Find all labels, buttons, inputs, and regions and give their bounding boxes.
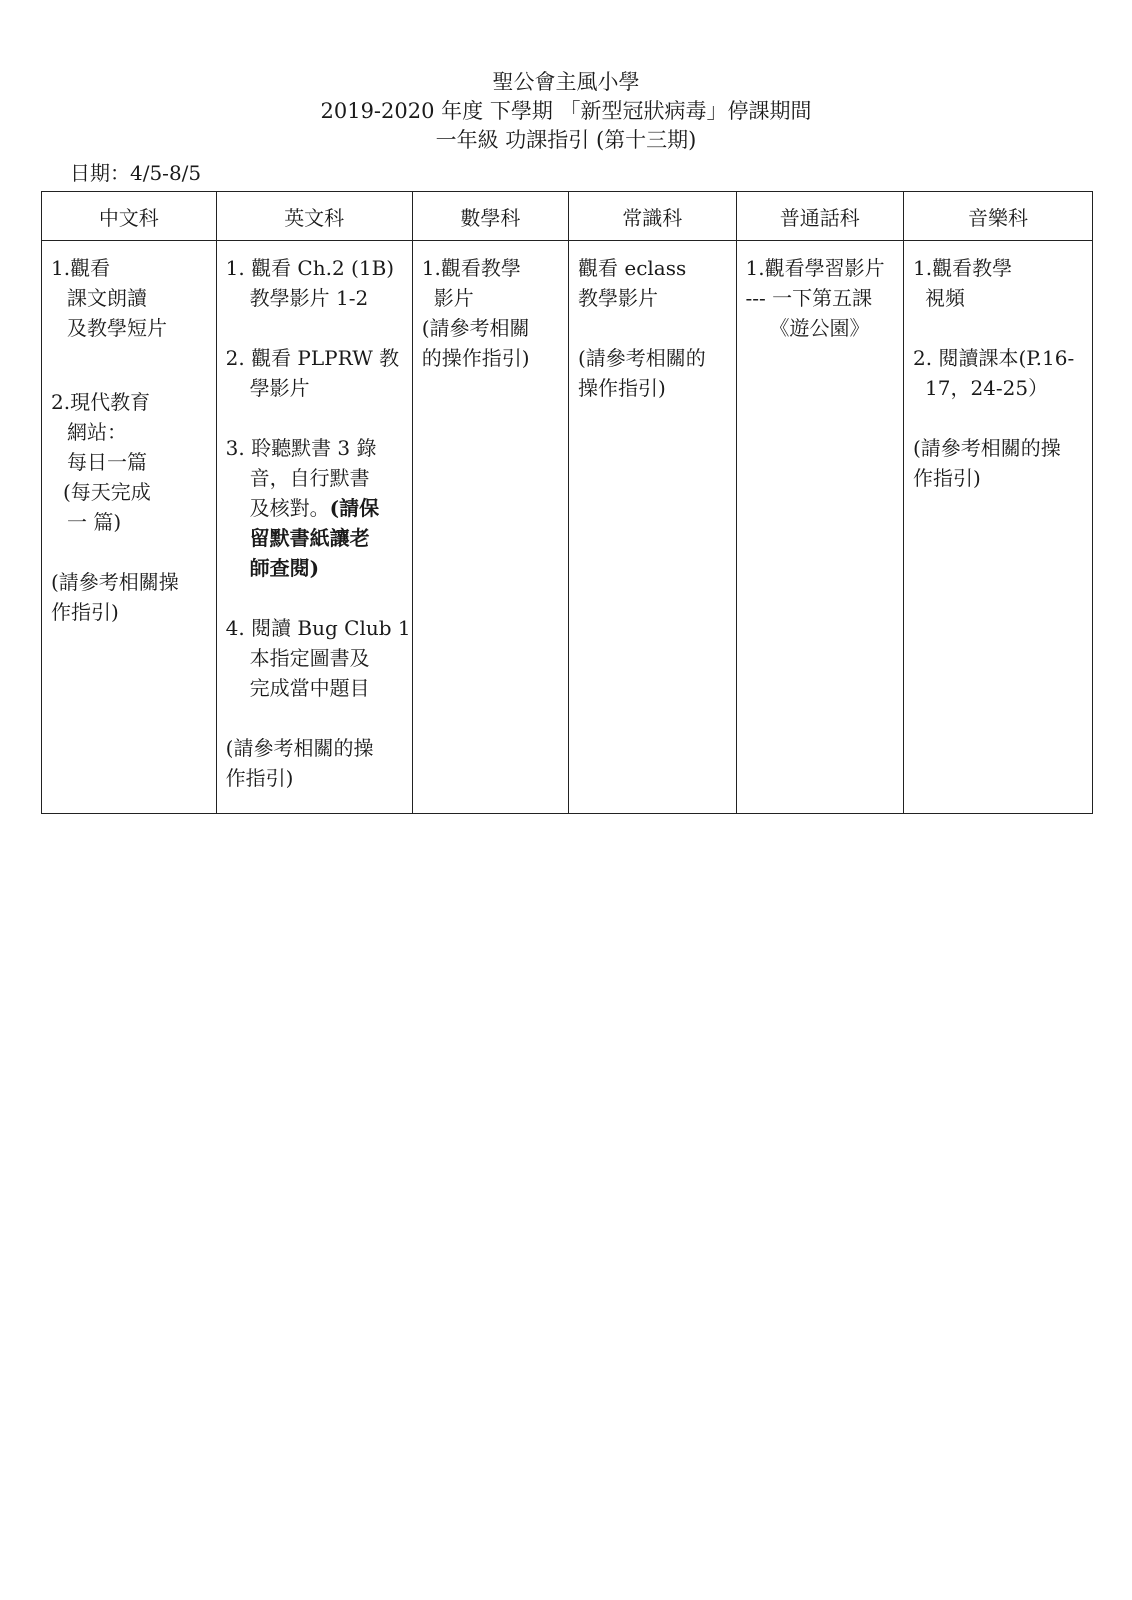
- english-line: 2. 觀看 PLPRW 教: [225, 346, 400, 370]
- music-line: 視頻: [925, 286, 965, 310]
- music-cell: [904, 241, 1093, 814]
- column-header-putonghua: 普通話科: [736, 192, 904, 241]
- music-line: 2. 閱讀課本(P.16-: [913, 346, 1075, 370]
- chinese-line: 作指引): [51, 600, 119, 624]
- english-line: [226, 493, 406, 523]
- english-line: 3. 聆聽默書 3 錄: [225, 436, 377, 460]
- homework-table: [41, 191, 1093, 814]
- table-row: [42, 241, 1093, 814]
- music-line: 作指引): [913, 466, 981, 490]
- document-title: 一年級 功課指引 (第十三期): [435, 128, 697, 152]
- english-line: (請參考相關的操: [225, 736, 374, 760]
- english-bold-note: 師查閱): [249, 556, 320, 580]
- english-line: 音，自行默書: [249, 466, 370, 490]
- chinese-line: 一 篇): [67, 510, 122, 534]
- putonghua-line: --- 一下第五課: [745, 286, 873, 310]
- gs-line: (請參考相關的: [578, 346, 706, 370]
- date-line: 日期：4/5-8/5: [70, 161, 202, 185]
- music-line: (請參考相關的操: [913, 436, 1061, 460]
- gs-line: 教學影片: [578, 286, 658, 310]
- column-header-english: 英文科: [216, 192, 412, 241]
- column-header-chinese: 中文科: [42, 192, 217, 241]
- chinese-line: (請參考相關操: [51, 570, 179, 594]
- chinese-cell: [42, 241, 217, 814]
- math-line: (請參考相關: [421, 316, 530, 340]
- english-bold-note: (請保: [329, 496, 380, 520]
- general-studies-cell: [569, 241, 737, 814]
- chinese-line: (每天完成: [63, 480, 151, 504]
- english-cell: [216, 241, 412, 814]
- chinese-line: 課文朗讀: [67, 286, 147, 310]
- math-cell: [412, 241, 568, 814]
- math-line: 1.觀看教學: [421, 256, 521, 280]
- table-header-row: [42, 192, 1093, 241]
- music-line: 17，24-25）: [925, 376, 1049, 400]
- chinese-line: 每日一篇: [67, 450, 147, 474]
- gs-line: 觀看 eclass: [578, 256, 687, 280]
- putonghua-line: 《遊公園》: [769, 316, 870, 340]
- column-header-general-studies: 常識科: [569, 192, 737, 241]
- gs-line: 操作指引): [578, 376, 666, 400]
- school-name: 聖公會主風小學: [492, 70, 640, 94]
- putonghua-line: 1.觀看學習影片: [745, 256, 885, 280]
- column-header-music: 音樂科: [904, 192, 1093, 241]
- term-line: 2019-2020 年度 下學期 「新型冠狀病毒」停課期間: [320, 99, 812, 123]
- putonghua-cell: [736, 241, 904, 814]
- chinese-line: 1.觀看: [51, 256, 111, 280]
- column-header-math: 數學科: [412, 192, 568, 241]
- chinese-line: 網站：: [67, 420, 127, 444]
- math-line: 的操作指引): [421, 346, 530, 370]
- english-line: 作指引): [225, 766, 294, 790]
- english-text: 及核對。: [249, 496, 330, 520]
- english-line: 完成當中題目: [249, 676, 370, 700]
- math-line: 影片: [433, 286, 474, 310]
- english-line: 教學影片 1-2: [249, 286, 369, 310]
- english-line: 本指定圖書及: [249, 646, 370, 670]
- english-line: 1. 觀看 Ch.2 (1B): [225, 256, 395, 280]
- document-header: [0, 68, 1132, 155]
- chinese-line: 2.現代教育: [51, 390, 151, 414]
- music-line: 1.觀看教學: [913, 256, 1013, 280]
- english-bold-note: 留默書紙讓老: [249, 526, 370, 550]
- english-line: 4. 閱讀 Bug Club 1: [225, 616, 411, 640]
- chinese-line: 及教學短片: [67, 316, 167, 340]
- english-line: 學影片: [249, 376, 310, 400]
